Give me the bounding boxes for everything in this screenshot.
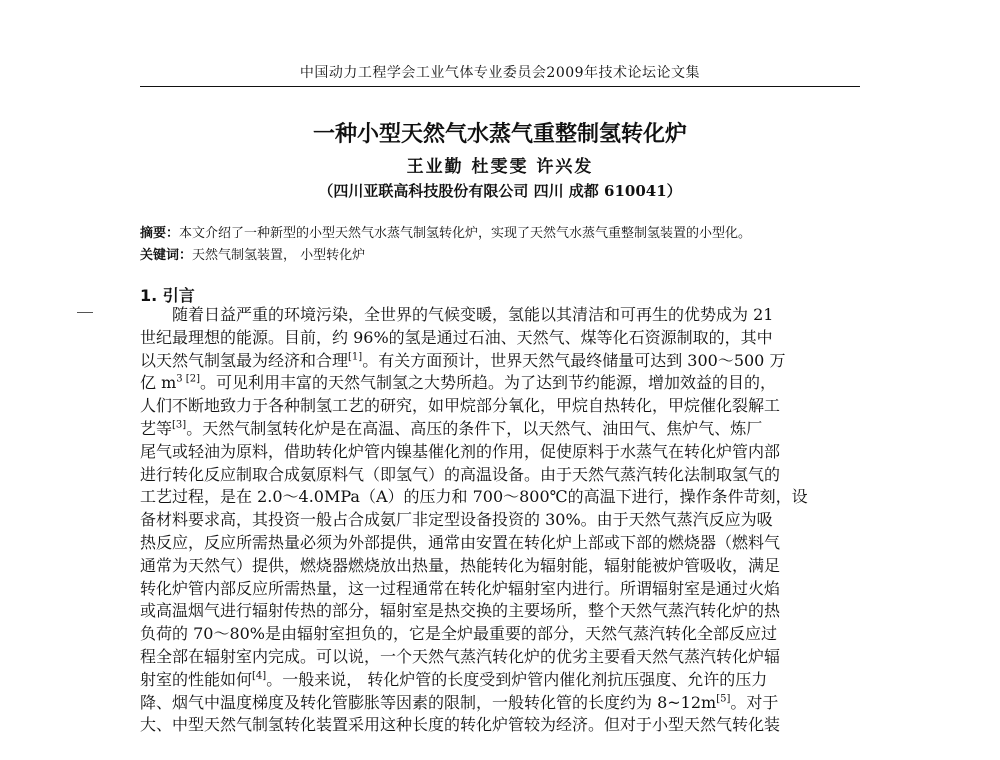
body-line bbox=[140, 646, 860, 669]
body-line bbox=[140, 509, 860, 532]
body-line bbox=[140, 669, 860, 692]
body-line-rest: 。天然气制氢转化炉是在高温、高压的条件下，以天然气、油田气、焦炉气、炼厂 bbox=[186, 418, 763, 438]
body-line-text: 转化炉管内部反应所需热量，这一过程通常在转化炉辐射室内进行。所谓辐射室是通过火焰 bbox=[140, 578, 781, 598]
body-line bbox=[140, 578, 860, 601]
citation-ref: 3 [2] bbox=[176, 374, 200, 386]
body-line bbox=[140, 692, 860, 715]
body-line-text: 工艺过程，是在 2.0～4.0MPa（A）的压力和 700～800℃的高温下进行，操作条件苛刻，设 bbox=[140, 487, 808, 507]
header-rule bbox=[140, 86, 860, 87]
body-line bbox=[140, 327, 860, 350]
abstract-text: 本文介绍了一种新型的小型天然气水蒸气制氢转化炉，实现了天然气水蒸气重整制氢装置的小型化。 bbox=[179, 226, 752, 241]
running-header: 中国动力工程学会工业气体专业委员会2009年技术论坛论文集 bbox=[299, 65, 701, 81]
body-line-text: 世纪最理想的能源。目前，约 96%的氢是通过石油、天然气、煤等化石资源制取的，其中 bbox=[140, 327, 773, 347]
body-line bbox=[140, 372, 860, 395]
body-line bbox=[140, 441, 860, 464]
body-line bbox=[140, 304, 860, 327]
authors: 王业勤 杜雯雯 许兴发 bbox=[406, 157, 594, 177]
body-line-text: 热反应，反应所需热量必须为外部提供，通常由安置在转化炉上部或下部的燃烧器（燃料气 bbox=[140, 532, 781, 552]
citation-ref: [1] bbox=[348, 351, 363, 363]
body-paragraph bbox=[140, 304, 860, 737]
body-line-text: 射室的性能如何 bbox=[140, 669, 253, 689]
section-heading: 1. 引言 bbox=[140, 286, 195, 305]
body-line-text: 随着日益严重的环境污染，全世界的气候变暖，氢能以其清洁和可再生的优势成为 21 bbox=[172, 305, 774, 324]
body-line bbox=[140, 555, 860, 578]
body-line-text: 尾气或轻油为原料，借助转化炉管内镍基催化剂的作用，促使原料于水蒸气在转化炉管内部 bbox=[140, 441, 781, 461]
citation-ref: [4] bbox=[252, 670, 267, 682]
body-line-rest: 。可见利用丰富的天然气制氢之大势所趋。为了达到节约能源，增加效益的目的， bbox=[199, 373, 776, 393]
citation-ref: [3] bbox=[172, 419, 187, 431]
body-line-text: 亿 m bbox=[140, 373, 177, 393]
body-line-text: 备材料要求高，其投资一般占合成氨厂非定型设备投资的 30%。由于天然气蒸汽反应为吸 bbox=[140, 510, 773, 530]
body-line bbox=[140, 714, 860, 737]
keywords-label: 关键词： bbox=[140, 248, 193, 263]
margin-mark bbox=[77, 312, 93, 313]
body-line bbox=[140, 418, 860, 441]
body-line-text: 以天然气制氢最为经济和合理 bbox=[140, 350, 349, 370]
citation-ref: [5] bbox=[716, 693, 731, 705]
body-line bbox=[140, 464, 860, 487]
affiliation: （四川亚联高科技股份有限公司 四川 成都 610041） bbox=[318, 182, 682, 200]
body-line bbox=[140, 395, 860, 418]
body-line bbox=[140, 532, 860, 555]
body-line-text: 艺等 bbox=[140, 418, 173, 438]
body-line-text: 程全部在辐射室内完成。可以说，一个天然气蒸汽转化炉的优劣主要看天然气蒸汽转化炉辐 bbox=[140, 646, 781, 666]
body-line-text: 进行转化反应制取合成氨原料气（即氢气）的高温设备。由于天然气蒸汽转化法制取氢气的 bbox=[140, 464, 781, 484]
body-line-rest: 。对于 bbox=[730, 692, 779, 712]
body-line-text: 通常为天然气）提供，燃烧器燃烧放出热量，热能转化为辐射能，辐射能被炉管吸收，满足 bbox=[140, 555, 781, 575]
abstract bbox=[140, 222, 870, 241]
body-line-text: 人们不断地致力于各种制氢工艺的研究，如甲烷部分氧化，甲烷自热转化，甲烷催化裂解工 bbox=[140, 396, 781, 416]
body-line-text: 或高温烟气进行辐射传热的部分，辐射室是热交换的主要场所，整个天然气蒸汽转化炉的热 bbox=[140, 601, 781, 621]
paper-title: 一种小型天然气水蒸气重整制氢转化炉 bbox=[312, 122, 687, 147]
body-line-text: 大、中型天然气制氢转化装置采用这种长度的转化炉管较为经济。但对于小型天然气转化装 bbox=[140, 715, 781, 735]
body-line bbox=[140, 350, 860, 373]
keywords bbox=[140, 244, 870, 263]
body-line bbox=[140, 600, 860, 623]
keywords-text: 天然气制氢装置， 小型转化炉 bbox=[192, 248, 366, 263]
abstract-label: 摘要： bbox=[140, 226, 180, 241]
body-line bbox=[140, 623, 860, 646]
body-line-rest: 。有关方面预计，世界天然气最终储量可达到 300～500 万 bbox=[362, 350, 786, 370]
body-line-text: 负荷的 70～80%是由辐射室担负的，它是全炉最重要的部分，天然气蒸汽转化全部反应过 bbox=[140, 624, 778, 644]
body-line bbox=[140, 486, 860, 509]
body-line-text: 降、烟气中温度梯度及转化管膨胀等因素的限制，一般转化管的长度约为 8~12m bbox=[140, 692, 717, 712]
body-line-rest: 。一般来说， 转化炉管的长度受到炉管内催化剂抗压强度、允许的压力 bbox=[266, 669, 768, 689]
